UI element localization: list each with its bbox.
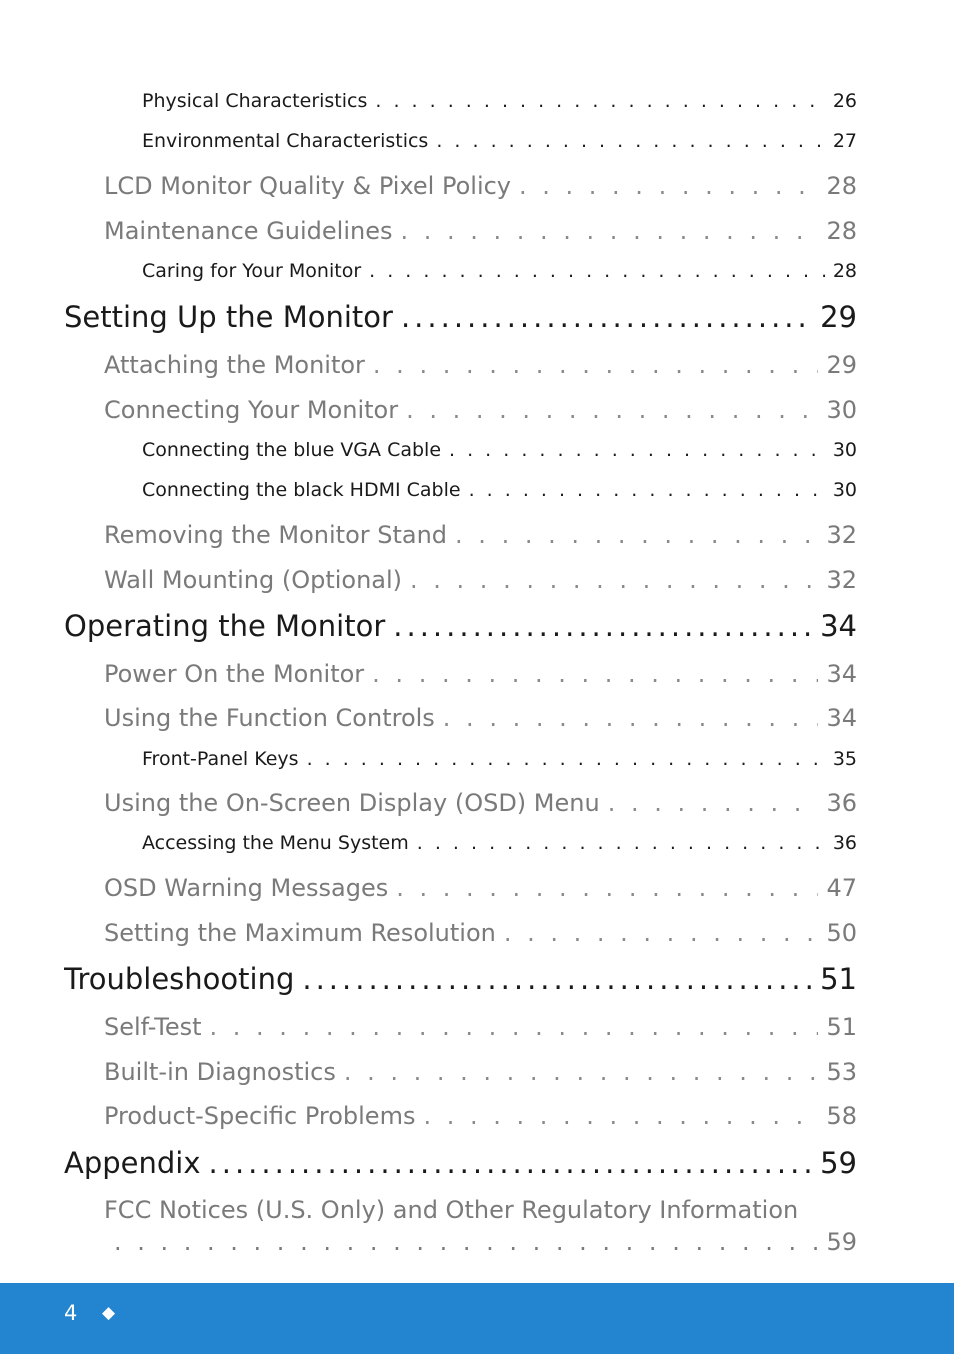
toc-entry-title: OSD Warning Messages (104, 874, 389, 902)
dot-leader (393, 609, 812, 643)
toc-entry-title: Self-Test (104, 1013, 202, 1041)
dot-leader (455, 521, 818, 549)
toc-entry-wall-mounting[interactable] (104, 566, 857, 594)
toc-entry-page: 59 (820, 1146, 857, 1180)
toc-entry-title: Accessing the Menu System (142, 832, 409, 854)
toc-entry-page: 58 (826, 1102, 857, 1130)
toc-entry-page: 34 (826, 660, 857, 688)
toc-entry-page: 26 (832, 90, 857, 112)
toc-entry-page: 32 (826, 566, 857, 594)
toc-entry-title: Front-Panel Keys (142, 748, 299, 770)
toc-entry-title: Troubleshooting (64, 962, 295, 996)
toc-entry-physical-characteristics[interactable] (142, 90, 857, 112)
toc-entry-page: 28 (826, 217, 857, 245)
toc-entry-fcc-notices[interactable] (104, 1196, 857, 1266)
dot-leader (104, 1228, 818, 1256)
toc-entry-page: 29 (826, 351, 857, 379)
toc-entry-page: 27 (832, 130, 857, 152)
toc-entry-title: Caring for Your Monitor (142, 260, 362, 282)
dot-leader (209, 1146, 813, 1180)
toc-entry-page: 29 (820, 300, 857, 334)
toc-entry-page: 34 (826, 704, 857, 732)
toc-entry-leader-line (104, 1228, 857, 1256)
toc-entry-accessing-menu[interactable] (142, 832, 857, 854)
dot-leader (344, 1058, 819, 1086)
footer-page-number: 4 (64, 1301, 78, 1325)
toc-entry-page: 53 (826, 1058, 857, 1086)
toc-entry-osd-warnings[interactable] (104, 874, 857, 902)
toc-entry-title: Connecting Your Monitor (104, 396, 399, 424)
dot-leader (608, 789, 819, 817)
toc-entry-power-on[interactable] (104, 660, 857, 688)
dot-leader (410, 566, 818, 594)
dot-leader (469, 479, 825, 501)
dot-leader (396, 874, 818, 902)
toc-entry-built-in-diagnostics[interactable] (104, 1058, 857, 1086)
toc-entry-attaching-monitor[interactable] (104, 351, 857, 379)
dot-leader (504, 919, 819, 947)
dot-leader (372, 660, 818, 688)
dot-leader (375, 90, 824, 112)
dot-leader (400, 217, 818, 245)
toc-entry-title: Power On the Monitor (104, 660, 365, 688)
dot-leader (302, 962, 812, 996)
toc-entry-max-resolution[interactable] (104, 919, 857, 947)
page-footer (0, 1283, 954, 1354)
diamond-icon: ◆ (102, 1303, 116, 1323)
toc-entry-page: 35 (832, 748, 857, 770)
toc-entry-self-test[interactable] (104, 1013, 857, 1041)
toc-entry-caring-for-monitor[interactable] (142, 260, 857, 282)
toc-entry-title: Using the Function Controls (104, 704, 435, 732)
toc-entry-title: Wall Mounting (Optional) (104, 566, 403, 594)
toc-entry-page: 59 (826, 1228, 857, 1256)
toc-entry-page: 34 (820, 609, 857, 643)
toc-entry-title: Product-Specific Problems (104, 1102, 416, 1130)
toc-entry-lcd-quality[interactable] (104, 172, 857, 200)
toc-entry-page: 28 (826, 172, 857, 200)
dot-leader (449, 439, 825, 461)
toc-entry-maintenance-guidelines[interactable] (104, 217, 857, 245)
toc-entry-title: Connecting the black HDMI Cable (142, 479, 461, 501)
dot-leader (369, 260, 825, 282)
toc-entry-title: Connecting the blue VGA Cable (142, 439, 442, 461)
toc-entry-connecting-monitor[interactable] (104, 396, 857, 424)
dot-leader (519, 172, 818, 200)
dot-leader (417, 832, 825, 854)
toc-entry-environmental-characteristics[interactable] (142, 130, 857, 152)
toc-entry-vga-cable[interactable] (142, 439, 857, 461)
toc-entry-title: Setting the Maximum Resolution (104, 919, 496, 947)
dot-leader (436, 130, 824, 152)
toc-entry-product-specific[interactable] (104, 1102, 857, 1130)
dot-leader (373, 351, 819, 379)
dot-leader (401, 300, 812, 334)
toc-entry-osd-menu[interactable] (104, 789, 857, 817)
toc-entry-title: Operating the Monitor (64, 609, 386, 643)
dot-leader (210, 1013, 819, 1041)
toc-entry-operating-monitor[interactable] (64, 609, 857, 643)
toc-entry-page: 30 (832, 479, 857, 501)
toc-entry-title: Using the On-Screen Display (OSD) Menu (104, 789, 600, 817)
toc-entry-title: Maintenance Guidelines (104, 217, 393, 245)
toc-entry-title: Attaching the Monitor (104, 351, 365, 379)
toc-entry-page: 30 (826, 396, 857, 424)
toc-entry-troubleshooting[interactable] (64, 962, 857, 996)
toc-entry-title: Removing the Monitor Stand (104, 521, 448, 549)
dot-leader (443, 704, 819, 732)
toc-entry-title: Built-in Diagnostics (104, 1058, 336, 1086)
toc-entry-function-controls[interactable] (104, 704, 857, 732)
toc-entry-front-panel-keys[interactable] (142, 748, 857, 770)
toc-entry-page: 36 (826, 789, 857, 817)
toc-entry-hdmi-cable[interactable] (142, 479, 857, 501)
toc-entry-title: LCD Monitor Quality & Pixel Policy (104, 172, 512, 200)
toc-entry-title: FCC Notices (U.S. Only) and Other Regulatory Information (104, 1196, 799, 1224)
toc-entry-removing-stand[interactable] (104, 521, 857, 549)
toc-entry-page: 50 (826, 919, 857, 947)
dot-leader (307, 748, 825, 770)
toc-entry-page: 32 (826, 521, 857, 549)
toc-entry-page: 30 (832, 439, 857, 461)
toc-entry-page: 28 (832, 260, 857, 282)
toc-entry-title: Environmental Characteristics (142, 130, 429, 152)
toc-entry-page: 36 (832, 832, 857, 854)
toc-entry-title: Setting Up the Monitor (64, 300, 393, 334)
toc-entry-title: Physical Characteristics (142, 90, 368, 112)
toc-entry-appendix[interactable] (64, 1146, 857, 1180)
dot-leader (423, 1102, 818, 1130)
toc-entry-page: 47 (826, 874, 857, 902)
dot-leader (406, 396, 818, 424)
toc-entry-setting-up-monitor[interactable] (64, 300, 857, 334)
toc-entry-page: 51 (820, 962, 857, 996)
toc-entry-page: 51 (826, 1013, 857, 1041)
toc-entry-title: Appendix (64, 1146, 201, 1180)
